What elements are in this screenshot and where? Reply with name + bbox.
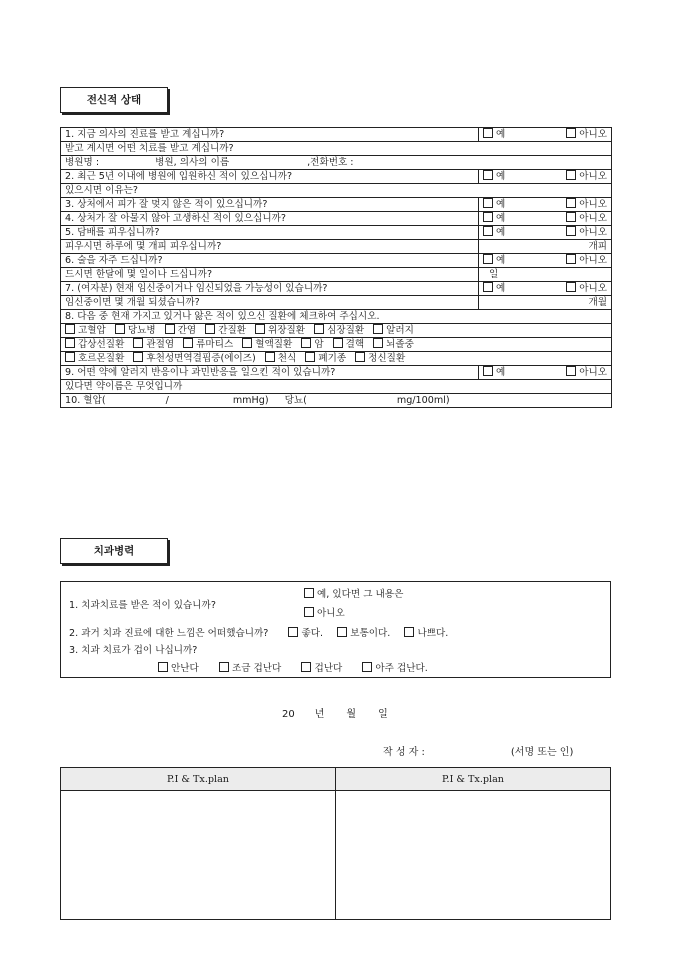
checkbox[interactable]	[566, 170, 576, 180]
q3-no-option[interactable]: 아니오	[566, 198, 607, 211]
dental-question-2: 2. 과거 치과 진료에 대한 느낌은 어떠했습니까? 좋다. 보통이다. 나쁘다.	[69, 628, 449, 639]
section-title-dental-history: 치과병력	[60, 538, 168, 564]
disease-option[interactable]	[355, 353, 405, 364]
disease-label: 고혈압	[78, 325, 106, 336]
table-row	[61, 254, 612, 268]
q4-no-option[interactable]: 아니오	[566, 212, 607, 225]
checkbox[interactable]	[566, 254, 576, 264]
checkbox[interactable]	[158, 662, 168, 672]
disease-option[interactable]	[314, 325, 364, 336]
q6-yes-option[interactable]: 예	[483, 254, 505, 267]
checkbox[interactable]	[483, 212, 493, 222]
checkbox[interactable]	[305, 352, 315, 362]
plan-left-cell[interactable]	[61, 791, 336, 920]
question-5: 5. 담배를 피우십니까?	[61, 226, 479, 240]
checkbox[interactable]	[404, 627, 414, 637]
disease-checklist-row-2	[61, 338, 612, 352]
q2-no-option[interactable]: 아니오	[566, 170, 607, 183]
dental-question-1: 1. 치과치료를 받은 적이 있습니까?	[69, 600, 216, 611]
general-health-table	[60, 127, 612, 408]
q9-no-option[interactable]: 아니오	[566, 366, 607, 379]
q5-yes-option[interactable]: 예	[483, 226, 505, 239]
checkbox[interactable]	[265, 352, 275, 362]
table-row	[61, 212, 612, 226]
plan-column-header: P.I & Tx.plan	[61, 768, 336, 791]
table-row	[61, 768, 611, 791]
table-row	[61, 268, 612, 282]
question-1-sub: 받고 계시면 어떤 치료를 받고 계십니까?	[61, 142, 612, 156]
checkbox[interactable]	[133, 338, 143, 348]
dental-history-box	[60, 581, 611, 678]
checkbox[interactable]	[355, 352, 365, 362]
disease-label: 결핵	[345, 339, 365, 350]
pregnancy-months-field[interactable]: 개월	[479, 296, 612, 310]
table-row	[61, 240, 612, 254]
plan-column-header: P.I & Tx.plan	[336, 768, 611, 791]
d3-option-1[interactable]: 안난다	[158, 663, 199, 674]
disease-option[interactable]	[115, 325, 156, 336]
q1-yes-option[interactable]: 예	[483, 128, 505, 141]
disease-label: 당뇨병	[127, 325, 156, 336]
d3-option-3[interactable]: 겁난다	[301, 663, 342, 674]
checkbox[interactable]	[337, 627, 347, 637]
checkbox[interactable]	[314, 324, 324, 334]
dental-question-3-options	[158, 660, 428, 674]
question-1: 1. 지금 의사의 진료를 받고 계십니까?	[61, 128, 479, 142]
d3-option-4[interactable]: 아주 겁난다.	[362, 663, 427, 674]
table-row	[61, 366, 612, 380]
disease-option[interactable]	[265, 353, 297, 364]
disease-label: 정신질환	[368, 353, 406, 364]
checkbox[interactable]	[373, 338, 383, 348]
disease-label: 폐기종	[318, 353, 347, 364]
treatment-plan-table	[60, 767, 611, 920]
date-line[interactable]: 20 년 월 일	[282, 709, 388, 720]
disease-option[interactable]	[183, 339, 233, 350]
table-row	[61, 198, 612, 212]
table-row	[61, 156, 612, 170]
table-row	[61, 128, 612, 142]
question-9-sub: 있다면 약이름은 무엇입니까	[61, 380, 612, 394]
disease-option[interactable]	[333, 339, 365, 350]
q5-no-option[interactable]: 아니오	[566, 226, 607, 239]
disease-option[interactable]	[133, 353, 255, 364]
question-6-sub: 드시면 한달에 몇 일이나 드십니까?	[61, 268, 479, 282]
disease-option[interactable]	[205, 325, 246, 336]
dental-question-3: 3. 치과 치료가 겁이 나십니까?	[69, 645, 198, 656]
table-row	[61, 142, 612, 156]
disease-option[interactable]	[165, 325, 197, 336]
disease-option[interactable]	[133, 339, 174, 350]
checkbox[interactable]	[483, 198, 493, 208]
table-row	[61, 352, 612, 366]
table-row	[61, 310, 612, 324]
disease-option[interactable]	[305, 353, 346, 364]
q9-yes-option[interactable]: 예	[483, 366, 505, 379]
d2-normal-option[interactable]: 보통이다.	[337, 628, 390, 639]
checkbox[interactable]	[362, 662, 372, 672]
checkbox[interactable]	[333, 338, 343, 348]
q7-no-option[interactable]: 아니오	[566, 282, 607, 295]
question-7-sub: 임신중이면 몇 개월 되셨습니까?	[61, 296, 479, 310]
disease-label: 천식	[277, 353, 297, 364]
table-row	[61, 184, 612, 198]
checkbox[interactable]	[115, 324, 125, 334]
checkbox[interactable]	[133, 352, 143, 362]
d2-bad-option[interactable]: 나쁘다.	[404, 628, 448, 639]
table-row	[61, 170, 612, 184]
checkbox[interactable]	[255, 324, 265, 334]
disease-option[interactable]	[65, 339, 124, 350]
question-8: 8. 다음 중 현재 가지고 있거나 앓은 적이 있으신 질환에 체크하여 주십시오.	[61, 310, 612, 324]
disease-label: 후천성면역결핍증(에이즈)	[146, 353, 256, 364]
disease-option[interactable]	[65, 325, 106, 336]
checkbox[interactable]	[483, 128, 493, 138]
checkbox[interactable]	[483, 366, 493, 376]
q6-no-option[interactable]: 아니오	[566, 254, 607, 267]
disease-option[interactable]	[373, 339, 414, 350]
drinking-days-field[interactable]: 일	[479, 268, 612, 282]
checkbox[interactable]	[483, 226, 493, 236]
table-row	[61, 324, 612, 338]
table-row	[61, 380, 612, 394]
checkbox[interactable]	[566, 128, 576, 138]
d1-yes-option[interactable]: 예, 있다면 그 내용은	[304, 586, 403, 600]
checkbox[interactable]	[304, 588, 314, 598]
d1-no-option[interactable]: 아니오	[304, 605, 345, 619]
disease-label: 간염	[177, 325, 197, 336]
vitals-field[interactable]: 10. 혈압( / mmHg) 당뇨( mg/100ml)	[61, 394, 612, 408]
question-5-sub: 피우시면 하루에 몇 개피 피우십니까?	[61, 240, 479, 254]
disease-label: 위장질환	[267, 325, 306, 336]
checkbox[interactable]	[183, 338, 193, 348]
question-7: 7. (여자분) 현재 임신중이거나 임신되었을 가능성이 있습니까?	[61, 282, 479, 296]
checkbox[interactable]	[205, 324, 215, 334]
table-row	[61, 226, 612, 240]
q2-yes-option[interactable]: 예	[483, 170, 505, 183]
disease-label: 뇌졸중	[386, 339, 414, 350]
checkbox[interactable]	[65, 338, 75, 348]
disease-option[interactable]	[301, 339, 323, 350]
q4-yes-option[interactable]: 예	[483, 212, 505, 225]
checkbox[interactable]	[483, 282, 493, 292]
checkbox[interactable]	[483, 170, 493, 180]
table-row	[61, 394, 612, 408]
checkbox[interactable]	[65, 324, 75, 334]
checkbox[interactable]	[288, 627, 298, 637]
checkbox[interactable]	[65, 352, 75, 362]
disease-option[interactable]	[255, 325, 305, 336]
q7-yes-option[interactable]: 예	[483, 282, 505, 295]
disease-option[interactable]	[242, 339, 292, 350]
checkbox[interactable]	[566, 226, 576, 236]
disease-label: 암	[314, 339, 324, 350]
question-2-sub: 있으시면 이유는?	[61, 184, 612, 198]
question-9: 9. 어떤 약에 알러지 반응이나 과민반응을 일으킨 적이 있습니까?	[61, 366, 479, 380]
checkbox[interactable]	[242, 338, 252, 348]
question-6: 6. 술을 자주 드십니까?	[61, 254, 479, 268]
table-row	[61, 296, 612, 310]
disease-label: 관절염	[146, 339, 175, 350]
checkbox[interactable]	[219, 662, 229, 672]
section-title-general-health: 전신적 상태	[60, 87, 168, 113]
checkbox[interactable]	[566, 366, 576, 376]
disease-label: 류마티스	[196, 339, 234, 350]
disease-label: 심장질환	[327, 325, 365, 336]
disease-label: 간질환	[218, 325, 246, 336]
disease-label: 갑상선질환	[78, 339, 125, 350]
checkbox[interactable]	[566, 198, 576, 208]
checkbox[interactable]	[304, 607, 314, 617]
disease-checklist-row-3	[61, 352, 612, 366]
writer-line[interactable]: 작 성 자 : (서명 또는 인)	[383, 747, 574, 758]
disease-label: 혈액질환	[255, 339, 293, 350]
question-2: 2. 최근 5년 이내에 병원에 입원하신 적이 있으십니까?	[61, 170, 479, 184]
d2-good-option[interactable]: 좋다.	[288, 628, 323, 639]
table-row	[61, 791, 611, 920]
checkbox[interactable]	[301, 662, 311, 672]
plan-right-cell[interactable]	[336, 791, 611, 920]
cigarettes-per-day-field[interactable]: 개피	[479, 240, 612, 254]
question-4: 4. 상처가 잘 아물지 않아 고생하신 적이 있으십니까?	[61, 212, 479, 226]
checkbox[interactable]	[301, 338, 311, 348]
hospital-info-field[interactable]: 병원명 : 병원, 의사의 이름 ,전화번호 :	[61, 156, 612, 170]
q1-no-option[interactable]: 아니오	[566, 128, 607, 141]
table-row	[61, 338, 612, 352]
checkbox[interactable]	[566, 282, 576, 292]
checkbox[interactable]	[566, 212, 576, 222]
disease-checklist-row-1	[61, 324, 612, 338]
question-3: 3. 상처에서 피가 잘 멎지 않은 적이 있으십니까?	[61, 198, 479, 212]
checkbox[interactable]	[165, 324, 175, 334]
table-row	[61, 282, 612, 296]
disease-label: 알러지	[386, 325, 414, 336]
q3-yes-option[interactable]: 예	[483, 198, 505, 211]
disease-option[interactable]	[373, 325, 414, 336]
disease-label: 호르몬질환	[78, 353, 125, 364]
disease-option[interactable]	[65, 353, 124, 364]
d3-option-2[interactable]: 조금 겁난다	[219, 663, 281, 674]
checkbox[interactable]	[483, 254, 493, 264]
checkbox[interactable]	[373, 324, 383, 334]
